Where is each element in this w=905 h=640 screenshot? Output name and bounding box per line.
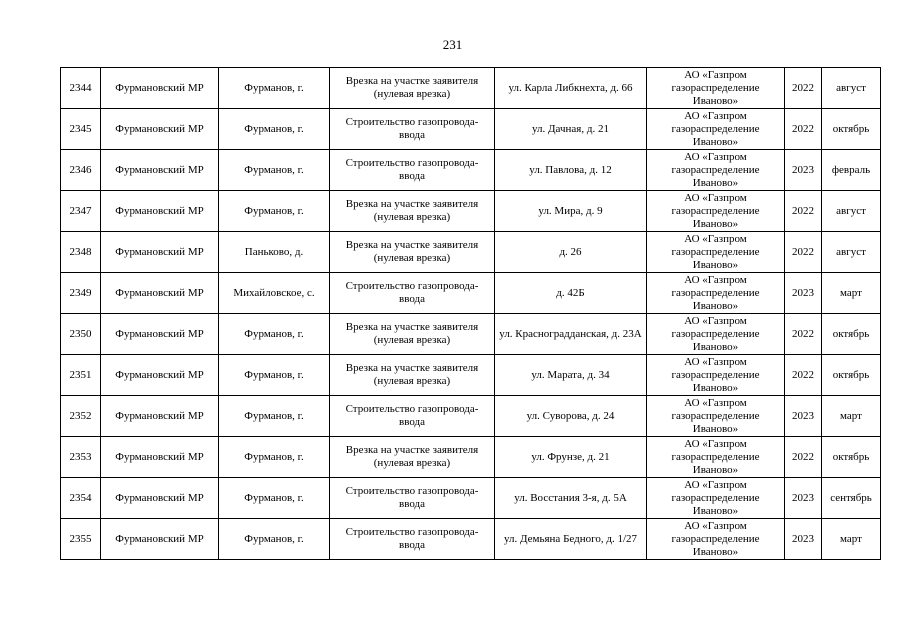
month-cell: октябрь [822,355,881,396]
organization-cell: АО «Газпром газораспределение Иваново» [647,355,785,396]
address-cell: ул. Павлова, д. 12 [495,150,647,191]
organization-cell: АО «Газпром газораспределение Иваново» [647,396,785,437]
work-type-cell: Врезка на участке заявителя (нулевая врезка) [330,191,495,232]
row-number-cell: 2349 [61,273,101,314]
table-row [61,232,881,273]
locality-cell: Фурманов, г. [219,191,330,232]
address-cell: ул. Дачная, д. 21 [495,109,647,150]
row-number-cell: 2346 [61,150,101,191]
organization-cell: АО «Газпром газораспределение Иваново» [647,150,785,191]
district-cell: Фурмановский МР [101,355,219,396]
locality-cell: Фурманов, г. [219,109,330,150]
month-cell: март [822,273,881,314]
row-number-cell: 2344 [61,68,101,109]
table-row [61,437,881,478]
year-cell: 2022 [785,355,822,396]
year-cell: 2022 [785,191,822,232]
locality-cell: Михайловское, с. [219,273,330,314]
year-cell: 2022 [785,68,822,109]
locality-cell: Фурманов, г. [219,355,330,396]
address-cell: ул. Красноградданская, д. 23А [495,314,647,355]
organization-cell: АО «Газпром газораспределение Иваново» [647,232,785,273]
table-row [61,273,881,314]
row-number-cell: 2345 [61,109,101,150]
organization-cell: АО «Газпром газораспределение Иваново» [647,519,785,560]
row-number-cell: 2355 [61,519,101,560]
table-row [61,355,881,396]
organization-cell: АО «Газпром газораспределение Иваново» [647,109,785,150]
district-cell: Фурмановский МР [101,519,219,560]
row-number-cell: 2352 [61,396,101,437]
table-row [61,150,881,191]
month-cell: август [822,191,881,232]
organization-cell: АО «Газпром газораспределение Иваново» [647,68,785,109]
row-number-cell: 2348 [61,232,101,273]
table-row [61,191,881,232]
district-cell: Фурмановский МР [101,150,219,191]
address-cell: д. 26 [495,232,647,273]
locality-cell: Фурманов, г. [219,478,330,519]
address-cell: ул. Карла Либкнехта, д. 66 [495,68,647,109]
district-cell: Фурмановский МР [101,273,219,314]
locality-cell: Фурманов, г. [219,519,330,560]
table-row [61,109,881,150]
work-type-cell: Врезка на участке заявителя (нулевая врезка) [330,355,495,396]
district-cell: Фурмановский МР [101,191,219,232]
page-number: 231 [442,37,463,52]
month-cell: август [822,68,881,109]
organization-cell: АО «Газпром газораспределение Иваново» [647,273,785,314]
gasification-table [60,67,881,560]
district-cell: Фурмановский МР [101,478,219,519]
month-cell: октябрь [822,109,881,150]
locality-cell: Фурманов, г. [219,68,330,109]
district-cell: Фурмановский МР [101,314,219,355]
address-cell: ул. Суворова, д. 24 [495,396,647,437]
year-cell: 2022 [785,437,822,478]
table-row [61,519,881,560]
work-type-cell: Врезка на участке заявителя (нулевая врезка) [330,314,495,355]
locality-cell: Паньково, д. [219,232,330,273]
district-cell: Фурмановский МР [101,109,219,150]
table-row [61,68,881,109]
district-cell: Фурмановский МР [101,232,219,273]
year-cell: 2023 [785,150,822,191]
work-type-cell: Строительство газопровода-ввода [330,109,495,150]
work-type-cell: Строительство газопровода-ввода [330,273,495,314]
year-cell: 2022 [785,232,822,273]
organization-cell: АО «Газпром газораспределение Иваново» [647,314,785,355]
district-cell: Фурмановский МР [101,68,219,109]
organization-cell: АО «Газпром газораспределение Иваново» [647,478,785,519]
table-body [61,68,881,560]
locality-cell: Фурманов, г. [219,396,330,437]
address-cell: ул. Марата, д. 34 [495,355,647,396]
month-cell: август [822,232,881,273]
month-cell: октябрь [822,314,881,355]
work-type-cell: Строительство газопровода-ввода [330,396,495,437]
locality-cell: Фурманов, г. [219,314,330,355]
work-type-cell: Врезка на участке заявителя (нулевая врезка) [330,232,495,273]
locality-cell: Фурманов, г. [219,150,330,191]
district-cell: Фурмановский МР [101,396,219,437]
table-row [61,478,881,519]
organization-cell: АО «Газпром газораспределение Иваново» [647,191,785,232]
table-row [61,314,881,355]
work-type-cell: Строительство газопровода-ввода [330,478,495,519]
address-cell: ул. Восстания 3-я, д. 5А [495,478,647,519]
work-type-cell: Врезка на участке заявителя (нулевая врезка) [330,68,495,109]
month-cell: сентябрь [822,478,881,519]
row-number-cell: 2354 [61,478,101,519]
organization-cell: АО «Газпром газораспределение Иваново» [647,437,785,478]
row-number-cell: 2351 [61,355,101,396]
year-cell: 2023 [785,396,822,437]
month-cell: февраль [822,150,881,191]
row-number-cell: 2347 [61,191,101,232]
month-cell: март [822,396,881,437]
year-cell: 2023 [785,273,822,314]
address-cell: ул. Фрунзе, д. 21 [495,437,647,478]
year-cell: 2022 [785,314,822,355]
row-number-cell: 2350 [61,314,101,355]
address-cell: д. 42Б [495,273,647,314]
month-cell: март [822,519,881,560]
month-cell: октябрь [822,437,881,478]
district-cell: Фурмановский МР [101,437,219,478]
table-row [61,396,881,437]
locality-cell: Фурманов, г. [219,437,330,478]
year-cell: 2022 [785,109,822,150]
row-number-cell: 2353 [61,437,101,478]
address-cell: ул. Мира, д. 9 [495,191,647,232]
work-type-cell: Строительство газопровода-ввода [330,150,495,191]
work-type-cell: Врезка на участке заявителя (нулевая врезка) [330,437,495,478]
year-cell: 2023 [785,519,822,560]
address-cell: ул. Демьяна Бедного, д. 1/27 [495,519,647,560]
work-type-cell: Строительство газопровода-ввода [330,519,495,560]
year-cell: 2023 [785,478,822,519]
